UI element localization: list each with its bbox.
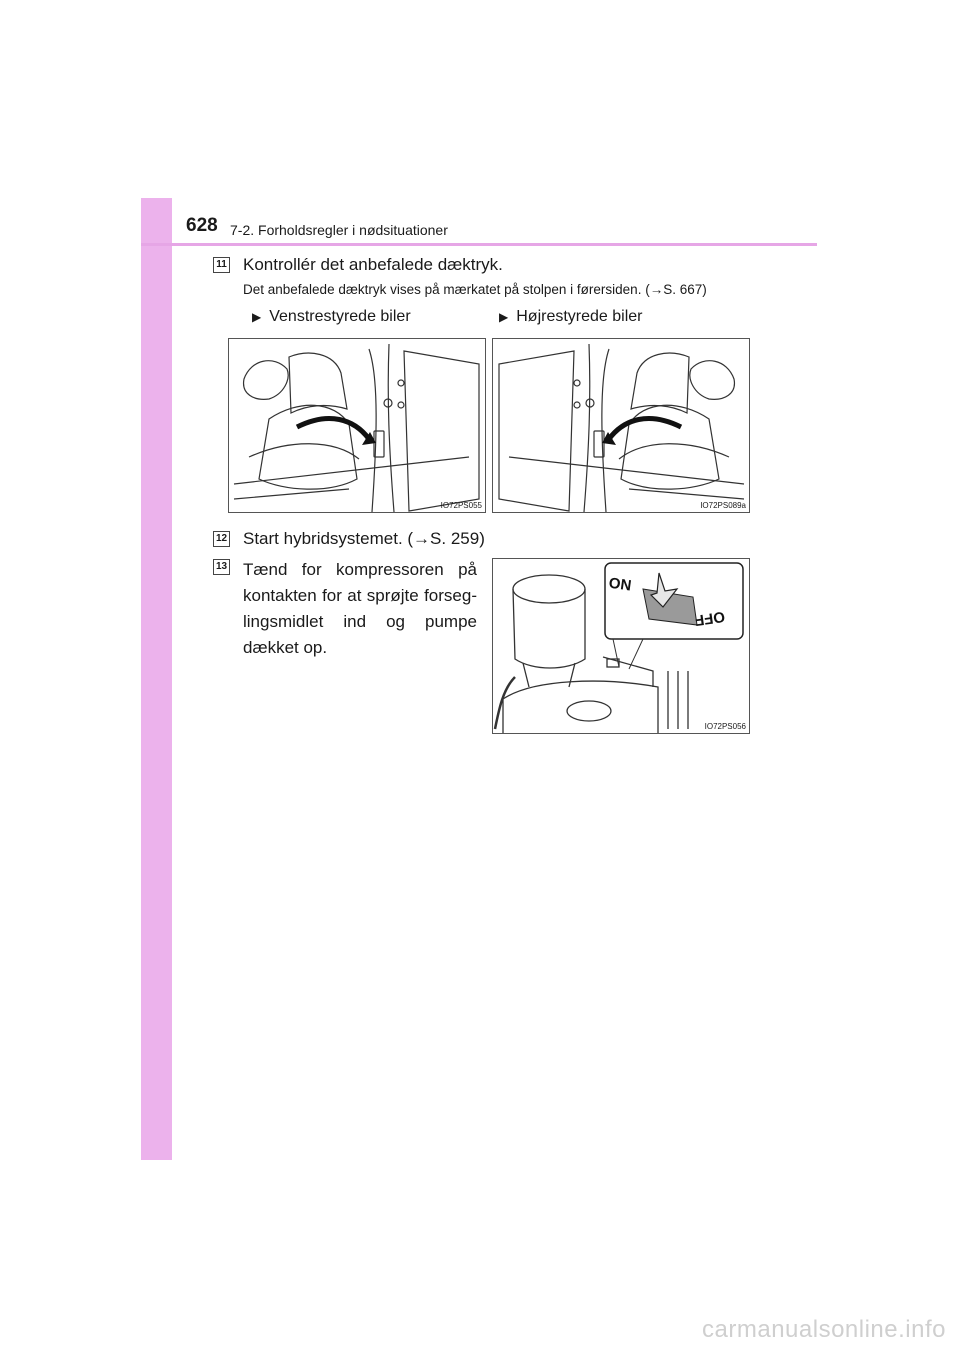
switch-on-label: ON bbox=[607, 574, 633, 595]
variant-left-hand-drive bbox=[252, 308, 411, 326]
switch-off-label: OFF bbox=[693, 607, 726, 629]
figure-code: IO72PS089a bbox=[700, 501, 746, 510]
chapter-sidebar-tab bbox=[141, 198, 172, 1160]
figure-code: IO72PS055 bbox=[440, 501, 482, 510]
step-12-text: Start hybridsystemet. (→S. 259) bbox=[243, 529, 485, 548]
step-11-text: Kontrollér det anbefalede dæktryk. bbox=[243, 255, 503, 274]
triangle-icon: ▶ bbox=[499, 310, 509, 324]
pressure-note: Det anbefalede dæktryk vises på mærkatet på stolpen i førersiden. (→S. 667) bbox=[243, 282, 707, 297]
illustration-lhd bbox=[229, 339, 485, 512]
step-number-12: 12 bbox=[213, 531, 230, 547]
figure-rhd-door-pillar bbox=[492, 338, 750, 513]
section-title: 7-2. Forholdsregler i nødsituationer bbox=[230, 222, 448, 238]
triangle-icon: ▶ bbox=[252, 310, 262, 324]
illustration-compressor bbox=[493, 559, 749, 733]
illustration-rhd bbox=[493, 339, 749, 512]
variant-label: Højrestyrede biler bbox=[516, 308, 643, 325]
step-number-11: 11 bbox=[213, 257, 230, 273]
figure-compressor-switch bbox=[492, 558, 750, 734]
variant-label: Venstrestyrede biler bbox=[269, 308, 411, 325]
step-13-text: Tænd for kompressoren på kontakten for at sprøjte forseg-lingsmidlet ind og pumpe dækket op. bbox=[243, 560, 477, 657]
variant-right-hand-drive bbox=[499, 308, 643, 326]
figure-lhd-door-pillar bbox=[228, 338, 486, 513]
watermark: carmanualsonline.info bbox=[702, 1316, 946, 1343]
page-number: 628 bbox=[186, 215, 218, 236]
header-rule bbox=[141, 243, 817, 246]
step-number-13: 13 bbox=[213, 559, 230, 575]
figure-code: IO72PS056 bbox=[704, 722, 746, 731]
